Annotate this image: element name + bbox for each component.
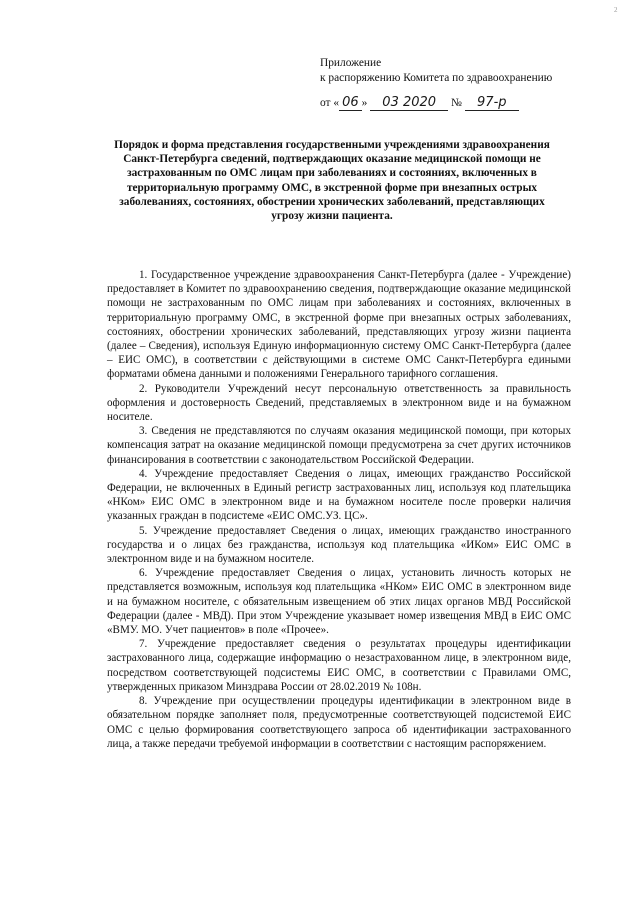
paragraph-1: 1. Государственное учреждение здравоохранения Санкт-Петербурга (далее - Учреждение) предоставляет в Комитет по здравоохранению сведения, подтверждающие оказание медицинской помощи не застрахованным по ОМС лицам при заболеваниях и состояниях, включенных в территориальную программу ОМС, в экстренной форме при внезапных острых заболеваниях, состояниях, обострении хронических заболеваний, представляющих угрозу жизни пациента (далее – Сведения), используя Единую информационную систему ОМС Санкт-Петербурга (далее – ЕИС ОМС), в соответствии с действующими в системе ОМС Санкт-Петербурга едиными форматами обмена данными и положениями Генерального тарифного соглашения. <box>107 269 571 381</box>
document-title: Порядок и форма представления государственными учреждениями здравоохранения Санкт-Петербурга сведений, подтверждающих оказание медицинской помощи не застрахованным по ОМС лицам при заболеваниях и состояниях, включенных в территориальную программу ОМС, в экстренной форме при внезапных острых заболеваниях, состояниях, обострении хронических заболеваний, представляющих угрозу жизни пациента. <box>114 139 550 223</box>
paragraph-4: 4. Учреждение предоставляет Сведения о лицах, имеющих гражданство Российской Федерации, не включенных в Единый регистр застрахованных лиц, используя код плательщика «НКом» ЕИС ОМС в электронном виде и на бумажном носителе после проверки наличия указанных граждан в подсистеме «ЕИС ОМС.УЗ. ЦС». <box>107 467 571 523</box>
paragraph-2: 2. Руководители Учреждений несут персональную ответственность за правильность оформления и достоверность Сведений, представляемых в электронном виде и на бумажном носителе. <box>107 382 571 424</box>
annex-reference: к распоряжению Комитета по здравоохранению <box>320 72 553 84</box>
paragraph-6: 6. Учреждение предоставляет Сведения о лицах, установить личность которых не представляется возможным, используя код плательщика «НКом» ЕИС ОМС в электронном виде и на бумажном носителе, с обязательным извещением об этих лицах органов МВД Российской Федерации (далее - МВД). При этом Учреждение указывает номер извещения МВД в ЕИС ОМС «ВМУ. МО. Учет пациентов» в поле «Прочее». <box>107 567 571 637</box>
date-prefix: от « <box>320 97 340 109</box>
date-mid: » <box>361 97 368 109</box>
handwritten-month-year: 03 2020 <box>370 96 448 111</box>
annex-date-line <box>320 96 552 111</box>
paragraph-8: 8. Учреждение при осуществлении процедуры идентификации в электронном виде в обязательном порядке заполняет поля, предусмотренные соответствующей подсистемой ЕИС ОМС с целью формирования соответствующего запроса об идентификации застрахованного лица, а также передачи требуемой информации в соответствии с настоящим распоряжением. <box>107 695 571 750</box>
page-number: 2 <box>614 6 618 14</box>
document-body <box>107 268 571 751</box>
number-prefix: № <box>451 97 462 109</box>
paragraph-5: 5. Учреждение предоставляет Сведения о лицах, имеющих гражданство иностранного государства и о лицах без гражданства, используя код плательщика «ИКом» ЕИС ОМС в электронном виде и на бумажном носителе. <box>107 524 571 566</box>
annex-title: Приложение <box>320 57 382 69</box>
handwritten-day: 06 <box>339 96 362 111</box>
annex-block <box>320 56 552 111</box>
paragraph-3: 3. Сведения не представляются по случаям оказания медицинской помощи, при которых компенсация затрат на оказание медицинской помощи предусмотрена за счет других источников финансирования в соответствии с законодательством Российской Федерации. <box>107 425 571 466</box>
paragraph-7: 7. Учреждение предоставляет сведения о результатах процедуры идентификации застрахованного лица, содержащие информацию о незастрахованном лице, в электронном виде, посредством соответствующей подсистемы ЕИС ОМС, в соответствии с Правилами ОМС, утвержденных приказом Минздрава России от 28.02.2019 № 108н. <box>107 638 571 693</box>
handwritten-number: 97-р <box>465 96 519 111</box>
